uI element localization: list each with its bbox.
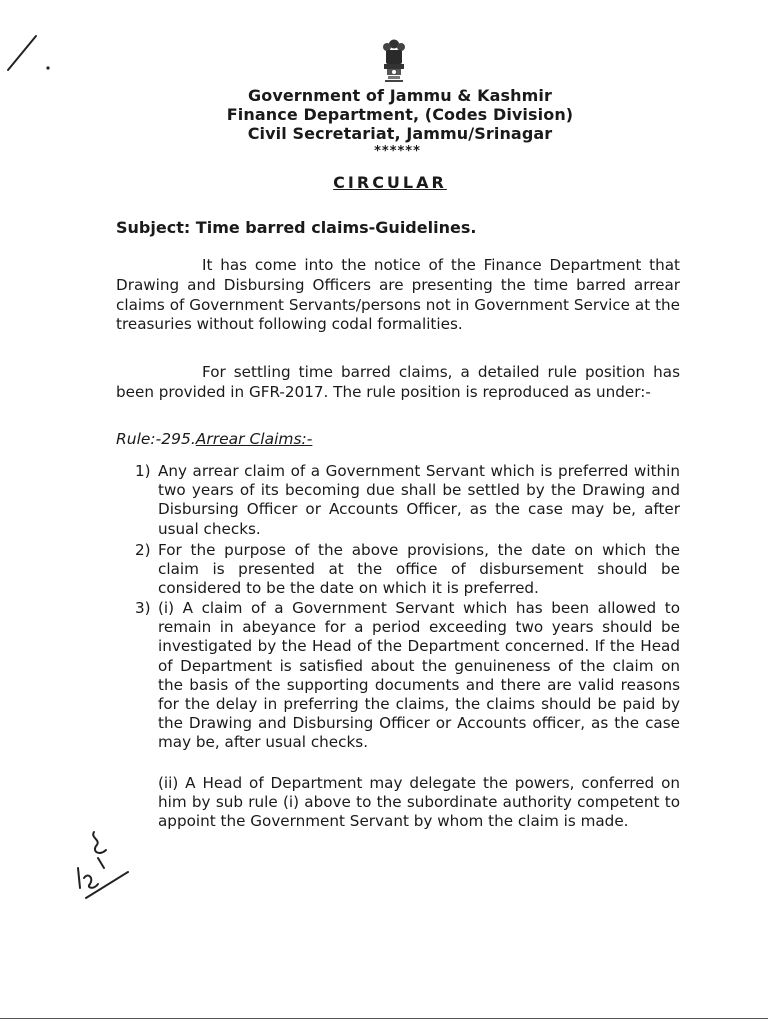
paragraph-rule-position	[116, 363, 680, 403]
sub-clause: (ii) A Head of Department may delegate the powers, conferred on him by sub rule (i) above to the subordinate authority competent to appoint the Government Servant by whom the claim is made.	[158, 774, 680, 831]
letterhead-address: Civil Secretariat, Jammu/Srinagar	[247, 124, 553, 143]
letterhead-department: Finance Department, (Codes Division)	[226, 105, 574, 124]
letterhead-separator: ******	[374, 144, 421, 159]
list-item	[135, 599, 680, 753]
list-item-marker: 1)	[135, 462, 151, 480]
list-item	[135, 462, 680, 539]
list-item-text: For the purpose of the above provisions, the date on which the claim is presented at the office of disbursement should be considered to be the date on which it is preferred.	[158, 541, 680, 598]
page-bottom-divider	[0, 1018, 768, 1019]
list-item-marker: 2)	[135, 541, 151, 559]
paragraph-rule-position-text: For settling time barred claims, a detailed rule position has been provided in GFR-2017. The rule position is reproduced as under:-	[116, 363, 680, 401]
state-emblem-icon	[378, 38, 410, 84]
list-item-marker: 3)	[135, 599, 151, 617]
rule-heading	[116, 430, 312, 448]
paragraph-intro	[116, 256, 680, 335]
handwritten-initials	[72, 828, 142, 908]
subject-line: Subject: Time barred claims-Guidelines.	[116, 218, 477, 237]
handwritten-slash-mark	[0, 28, 60, 78]
paragraph-intro-text: It has come into the notice of the Finance Department that Drawing and Disbursing Officers are presenting the time barred arrear claims of Government Servants/persons not in Government Service at the treasuries without following codal formalities.	[116, 256, 680, 334]
list-item-text: Any arrear claim of a Government Servant which is preferred within two years of its becoming due shall be settled by the Drawing and Disbursing Officer or Accounts Officer, as the case may be, after usual checks.	[158, 462, 680, 538]
list-item-text: (i) A claim of a Government Servant which has been allowed to remain in abeyance for a period exceeding two years should be investigated by the Head of the Department concerned. If the Head of Department is satisfied about the genuineness of the claim on the basis of the supporting documents and there are valid reasons for the delay in preferring the claims, the claims should be paid by the Drawing and Disbursing Officer or Accounts officer, as the case may be, after usual checks.	[158, 599, 680, 752]
rule-title: Arrear Claims:-	[195, 430, 313, 448]
letterhead-government: Government of Jammu & Kashmir	[248, 86, 552, 105]
rule-number: Rule:-295.	[116, 430, 196, 448]
list-item	[135, 541, 680, 599]
document-heading: CIRCULAR	[333, 173, 447, 192]
